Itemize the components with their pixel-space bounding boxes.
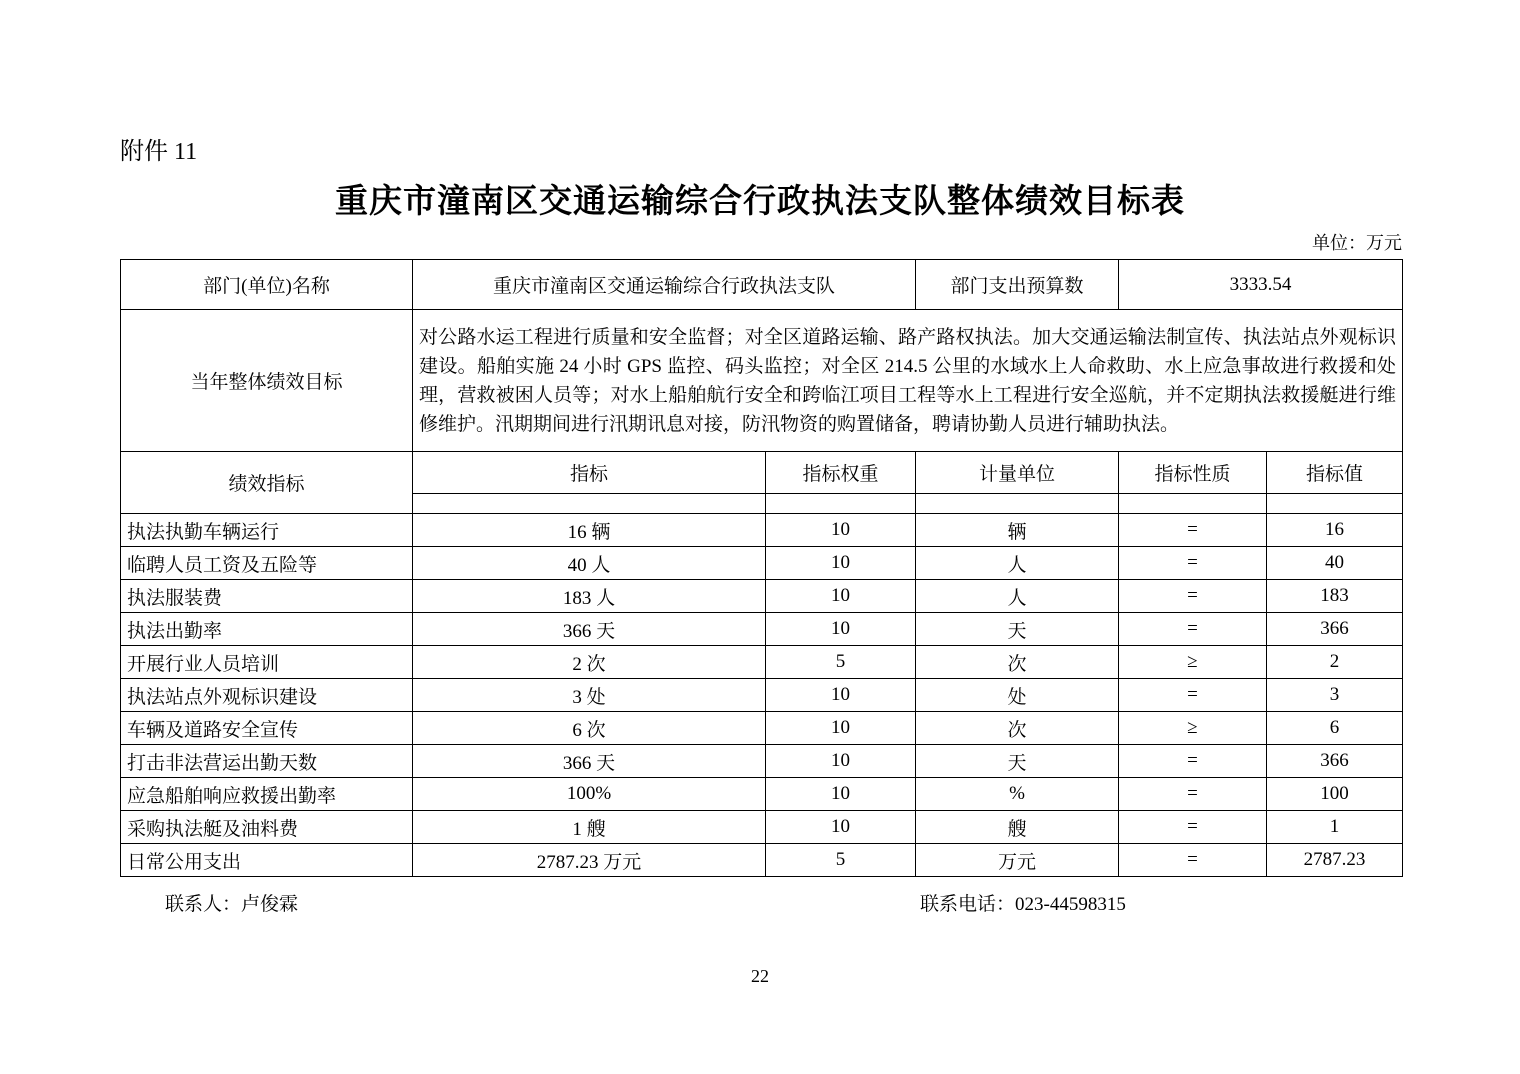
indicator-value: 3 — [1267, 679, 1403, 712]
indicator-weight: 10 — [766, 679, 916, 712]
indicator-target: 2 次 — [413, 646, 766, 679]
indicator-label: 应急船舶响应救援出勤率 — [121, 778, 413, 811]
indicator-target: 3 处 — [413, 679, 766, 712]
indicator-nature: = — [1119, 811, 1267, 844]
header-nature: 指标性质 — [1119, 452, 1267, 494]
indicator-weight: 10 — [766, 778, 916, 811]
indicator-nature: = — [1119, 613, 1267, 646]
header-indicator: 指标 — [413, 452, 766, 494]
budget-value: 3333.54 — [1119, 260, 1403, 310]
page-number: 22 — [751, 966, 769, 986]
indicator-value: 100 — [1267, 778, 1403, 811]
indicator-label: 执法站点外观标识建设 — [121, 679, 413, 712]
indicator-target: 40 人 — [413, 547, 766, 580]
indicator-target: 366 天 — [413, 613, 766, 646]
empty-cell — [1119, 494, 1267, 514]
header-value: 指标值 — [1267, 452, 1403, 494]
table-row — [121, 778, 1403, 811]
indicator-unit: 艘 — [916, 811, 1119, 844]
indicator-nature: = — [1119, 679, 1267, 712]
indicator-unit: 人 — [916, 547, 1119, 580]
indicator-weight: 10 — [766, 811, 916, 844]
contacts-row — [120, 889, 1402, 915]
indicator-weight: 10 — [766, 613, 916, 646]
indicator-unit: 次 — [916, 712, 1119, 745]
header-performance-indicator: 绩效指标 — [121, 452, 413, 514]
table-row — [121, 745, 1403, 778]
indicator-label: 执法服装费 — [121, 580, 413, 613]
header-unit: 计量单位 — [916, 452, 1119, 494]
indicator-target: 16 辆 — [413, 514, 766, 547]
indicator-value: 6 — [1267, 712, 1403, 745]
indicator-value: 2787.23 — [1267, 844, 1403, 877]
indicator-nature: = — [1119, 844, 1267, 877]
indicator-target: 366 天 — [413, 745, 766, 778]
table-row — [121, 547, 1403, 580]
indicator-weight: 5 — [766, 646, 916, 679]
indicator-unit: 人 — [916, 580, 1119, 613]
indicator-unit: 天 — [916, 613, 1119, 646]
attachment-label: 附件 11 — [120, 139, 198, 165]
indicator-target: 1 艘 — [413, 811, 766, 844]
indicator-value: 2 — [1267, 646, 1403, 679]
table-row — [121, 514, 1403, 547]
indicator-nature: = — [1119, 547, 1267, 580]
indicator-value: 183 — [1267, 580, 1403, 613]
indicator-value: 16 — [1267, 514, 1403, 547]
indicators-header-row — [121, 452, 1403, 494]
indicator-label: 开展行业人员培训 — [121, 646, 413, 679]
indicator-unit: 天 — [916, 745, 1119, 778]
indicator-weight: 10 — [766, 580, 916, 613]
table-row — [121, 580, 1403, 613]
budget-label: 部门支出预算数 — [916, 260, 1119, 310]
indicator-weight: 10 — [766, 514, 916, 547]
goal-text: 对公路水运工程进行质量和安全监督；对全区道路运输、路产路权执法。加大交通运输法制宣传、执法站点外观标识建设。船舶实施 24 小时 GPS 监控、码头监控；对全区 214.5 公里的水域水上人命救助、水上应急事故进行救援和处理，营救被困人员等；对水上船舶航行安全和跨临江项目工程等水上工程进行安全巡航，并不定期执法救援艇进行维修维护。汛期期间进行汛期讯息对接，防汛物资的购置储备，聘请协勤人员进行辅助执法。 — [413, 310, 1403, 452]
indicator-label: 执法出勤率 — [121, 613, 413, 646]
indicator-nature: = — [1119, 514, 1267, 547]
indicator-weight: 10 — [766, 712, 916, 745]
empty-cell — [1267, 494, 1403, 514]
empty-cell — [916, 494, 1119, 514]
indicator-target: 100% — [413, 778, 766, 811]
empty-cell — [766, 494, 916, 514]
indicator-value: 366 — [1267, 745, 1403, 778]
unit-note: 单位：万元 — [1312, 233, 1402, 253]
indicator-unit: 辆 — [916, 514, 1119, 547]
goal-label: 当年整体绩效目标 — [121, 310, 413, 452]
indicator-unit: 处 — [916, 679, 1119, 712]
table-row — [121, 679, 1403, 712]
performance-target-table — [120, 259, 1403, 877]
indicator-nature: = — [1119, 745, 1267, 778]
table-row — [121, 712, 1403, 745]
indicator-value: 1 — [1267, 811, 1403, 844]
indicator-target: 6 次 — [413, 712, 766, 745]
indicator-target: 183 人 — [413, 580, 766, 613]
goal-row — [121, 310, 1403, 452]
indicator-label: 打击非法营运出勤天数 — [121, 745, 413, 778]
indicator-weight: 10 — [766, 547, 916, 580]
indicator-value: 40 — [1267, 547, 1403, 580]
dept-row — [121, 260, 1403, 310]
indicator-nature: = — [1119, 778, 1267, 811]
indicator-weight: 10 — [766, 745, 916, 778]
indicator-value: 366 — [1267, 613, 1403, 646]
dept-name-value: 重庆市潼南区交通运输综合行政执法支队 — [413, 260, 916, 310]
indicator-label: 车辆及道路安全宣传 — [121, 712, 413, 745]
dept-name-label: 部门(单位)名称 — [121, 260, 413, 310]
indicator-label: 执法执勤车辆运行 — [121, 514, 413, 547]
contact-phone: 联系电话：023-44598315 — [920, 894, 1126, 915]
indicator-nature: ≥ — [1119, 712, 1267, 745]
indicator-label: 采购执法艇及油料费 — [121, 811, 413, 844]
indicator-target: 2787.23 万元 — [413, 844, 766, 877]
indicator-label: 日常公用支出 — [121, 844, 413, 877]
page-title: 重庆市潼南区交通运输综合行政执法支队整体绩效目标表 — [335, 184, 1185, 220]
table-row — [121, 811, 1403, 844]
indicator-weight: 5 — [766, 844, 916, 877]
contact-person: 联系人：卢俊霖 — [165, 894, 299, 915]
indicator-unit: % — [916, 778, 1119, 811]
table-row — [121, 613, 1403, 646]
indicator-nature: = — [1119, 580, 1267, 613]
empty-cell — [413, 494, 766, 514]
header-weight: 指标权重 — [766, 452, 916, 494]
indicator-label: 临聘人员工资及五险等 — [121, 547, 413, 580]
indicator-nature: ≥ — [1119, 646, 1267, 679]
indicator-unit: 万元 — [916, 844, 1119, 877]
table-row — [121, 646, 1403, 679]
table-row — [121, 844, 1403, 877]
indicator-unit: 次 — [916, 646, 1119, 679]
